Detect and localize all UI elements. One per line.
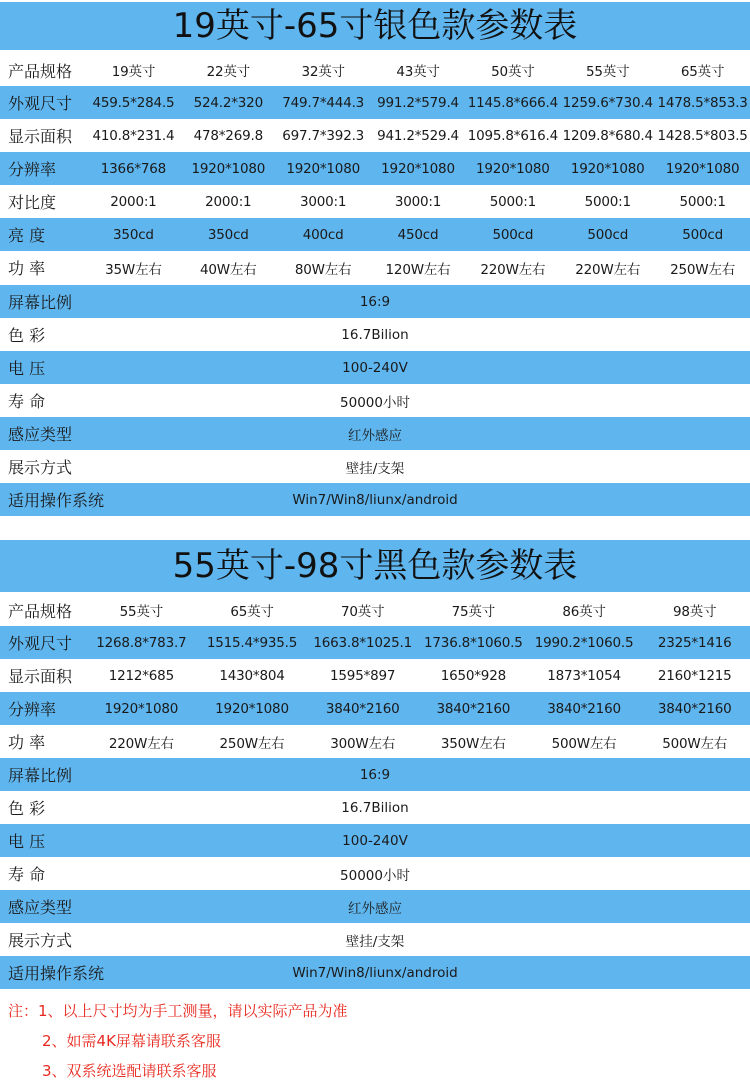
- spec-cell: 478*269.8: [193, 127, 263, 144]
- row-label: 适用操作系统: [8, 964, 105, 983]
- row-label: 显示面积: [8, 667, 73, 686]
- spec-cell: 1990.2*1060.5: [534, 634, 634, 651]
- spec-cell: 5000:1: [584, 193, 631, 210]
- common-value: 红外感应: [348, 900, 402, 917]
- spec-cell: 1515.4*935.5: [206, 634, 298, 651]
- spec-cell: 1920*1080: [665, 160, 740, 177]
- table1-common-row: [0, 384, 750, 417]
- row-label: 展示方式: [8, 458, 73, 477]
- row-label: 寿 命: [8, 392, 46, 411]
- spec-cell: 1650*928: [440, 667, 506, 684]
- spec-cell: 1920*1080: [215, 700, 289, 717]
- table2-common-row: [0, 824, 750, 857]
- spec-cell: 1366*768: [100, 160, 167, 177]
- table2-common-row: [0, 923, 750, 956]
- note-line: 2、如需4K屏幕请联系客服: [42, 1032, 221, 1050]
- table1-spec-row: [0, 251, 750, 284]
- spec-cell: 1736.8*1060.5: [424, 634, 523, 651]
- table2-size: 70英寸: [340, 604, 385, 620]
- spec-cell: 1595*897: [330, 667, 396, 684]
- table1-size: 19英寸: [111, 64, 156, 80]
- table2-size: 55英寸: [119, 604, 164, 620]
- row-label: 电 压: [8, 359, 46, 378]
- table1-common-row: [0, 318, 750, 351]
- table2-header-row: [0, 594, 750, 626]
- common-value: 50000小时: [340, 867, 410, 884]
- table1-header-label: 产品规格: [8, 61, 73, 81]
- spec-cell: 3840*2160: [657, 700, 732, 717]
- spec-cell: 1920*1080: [476, 160, 550, 177]
- row-label: 适用操作系统: [8, 491, 105, 510]
- row-label: 显示面积: [8, 127, 73, 146]
- table1-spec-row: [0, 119, 750, 152]
- spec-cell: 1920*1080: [381, 160, 455, 177]
- spec-cell: 40W左右: [200, 261, 257, 278]
- spec-cell: 1428.5*803.5: [657, 127, 748, 144]
- spec-cell: 1873*1054: [547, 667, 621, 684]
- common-value: 16:9: [359, 766, 391, 783]
- spec-cell: 1259.6*730.4: [562, 94, 653, 111]
- row-label: 感应类型: [8, 898, 73, 917]
- common-value: 16:9: [359, 293, 391, 310]
- row-label: 功 率: [8, 259, 46, 278]
- spec-cell: 1478.5*853.3: [657, 94, 748, 111]
- spec-cell: 500cd: [587, 226, 629, 243]
- table2-size: 86英寸: [562, 604, 606, 620]
- table2-size: 98英寸: [673, 604, 717, 620]
- row-label: 分辨率: [8, 700, 57, 719]
- table2-common-row: [0, 791, 750, 824]
- common-value: Win7/Win8/liunx/android: [292, 964, 458, 981]
- spec-cell: 410.8*231.4: [92, 127, 175, 144]
- spec-cell: 3840*2160: [325, 700, 400, 717]
- spec-cell: 500W左右: [551, 735, 617, 752]
- row-label: 屏幕比例: [8, 766, 73, 785]
- common-value: 100-240V: [342, 832, 408, 849]
- row-label: 功 率: [8, 733, 46, 752]
- common-value: 壁挂/支架: [345, 460, 405, 477]
- spec-cell: 1095.8*616.4: [467, 127, 558, 144]
- spec-cell: 1663.8*1025.1: [313, 634, 412, 651]
- table2-common-row: [0, 857, 750, 890]
- spec-cell: 459.5*284.5: [92, 94, 175, 111]
- spec-cell: 1209.8*680.4: [562, 127, 653, 144]
- spec-cell: 1212*685: [108, 667, 174, 684]
- table1-size: 50英寸: [491, 64, 535, 80]
- spec-cell: 35W左右: [105, 261, 162, 278]
- common-value: 50000小时: [340, 394, 410, 411]
- spec-cell: 80W左右: [294, 261, 352, 278]
- row-label: 分辨率: [8, 160, 57, 179]
- common-value: 红外感应: [348, 427, 402, 444]
- spec-cell: 120W左右: [385, 261, 451, 278]
- spec-cell: 991.2*579.4: [377, 94, 459, 111]
- spec-cell: 300W左右: [330, 735, 396, 752]
- common-value: 壁挂/支架: [345, 933, 405, 950]
- row-label: 寿 命: [8, 865, 46, 884]
- spec-cell: 220W左右: [480, 261, 546, 278]
- table2-common-row: [0, 956, 750, 989]
- spec-cell: 1920*1080: [191, 160, 266, 177]
- table1-common-row: [0, 417, 750, 450]
- table1-spec-row: [0, 218, 750, 251]
- spec-cell: 400cd: [302, 226, 344, 243]
- table2-spec-row: [0, 626, 750, 659]
- spec-cell: 220W左右: [108, 735, 174, 752]
- spec-cell: 500W左右: [662, 735, 728, 752]
- spec-cell: 2000:1: [110, 193, 157, 210]
- row-label: 对比度: [8, 193, 57, 212]
- spec-cell: 350W左右: [440, 735, 506, 752]
- spec-cell: 450cd: [397, 226, 439, 243]
- note-line: 注：1、以上尺寸均为手工测量，请以实际产品为准: [8, 1002, 348, 1020]
- table1-size: 43英寸: [396, 64, 440, 80]
- table2-size: 65英寸: [230, 604, 274, 620]
- table1-common-row: [0, 483, 750, 516]
- row-label: 展示方式: [8, 931, 73, 950]
- spec-cell: 3840*2160: [547, 700, 621, 717]
- row-label: 外观尺寸: [8, 94, 73, 113]
- spec-cell: 5000:1: [679, 193, 726, 210]
- row-label: 电 压: [8, 832, 46, 851]
- spec-cell: 1430*804: [219, 667, 285, 684]
- row-label: 亮 度: [8, 226, 46, 245]
- table2-common-row: [0, 758, 750, 791]
- spec-cell: 1268.8*783.7: [96, 634, 187, 651]
- spec-cell: 697.7*392.3: [282, 127, 365, 144]
- table2-title: 55英寸-98寸黑色款参数表: [0, 540, 750, 592]
- spec-cell: 2160*1215: [657, 667, 732, 684]
- spec-cell: 2000:1: [205, 193, 252, 210]
- spec-cell: 220W左右: [575, 261, 641, 278]
- row-label: 屏幕比例: [8, 293, 73, 312]
- table1-title: 19英寸-65寸银色款参数表: [0, 2, 750, 50]
- table1-spec-row: [0, 152, 750, 185]
- row-label: 感应类型: [8, 425, 73, 444]
- note-line: 3、双系统选配请联系客服: [42, 1062, 217, 1080]
- spec-cell: 2325*1416: [657, 634, 732, 651]
- spec-cell: 5000:1: [489, 193, 537, 210]
- spec-cell: 500cd: [492, 226, 534, 243]
- common-value: 100-240V: [342, 359, 408, 376]
- row-label: 色 彩: [8, 326, 46, 345]
- spec-cell: 1920*1080: [104, 700, 179, 717]
- spec-cell: 524.2*320: [193, 94, 263, 111]
- spec-cell: 1145.8*666.4: [467, 94, 558, 111]
- table1-header-row: [0, 54, 750, 86]
- spec-cell: 350cd: [113, 226, 154, 243]
- notes: [8, 996, 348, 1086]
- table2-spec-row: [0, 659, 750, 692]
- common-value: 16.7Bilion: [341, 326, 409, 343]
- spec-cell: 250W左右: [219, 735, 285, 752]
- table1-spec-row: [0, 185, 750, 218]
- spec-cell: 3840*2160: [436, 700, 511, 717]
- spec-cell: 3000:1: [394, 193, 442, 210]
- table2-spec-row: [0, 692, 750, 725]
- spec-cell: 500cd: [682, 226, 723, 243]
- table1-common-row: [0, 285, 750, 318]
- table2-header-label: 产品规格: [8, 601, 73, 621]
- common-value: Win7/Win8/liunx/android: [292, 491, 458, 508]
- spec-cell: 1920*1080: [286, 160, 360, 177]
- spec-cell: 350cd: [207, 226, 249, 243]
- row-label: 外观尺寸: [8, 634, 73, 653]
- table1-size: 55英寸: [586, 64, 630, 80]
- common-value: 16.7Bilion: [341, 799, 409, 816]
- table2-spec-row: [0, 725, 750, 758]
- spec-cell: 1920*1080: [570, 160, 645, 177]
- spec-cell: 749.7*444.3: [282, 94, 365, 111]
- spec-cell: 3000:1: [300, 193, 347, 210]
- table1-size: 65英寸: [680, 64, 725, 80]
- table1-spec-row: [0, 86, 750, 119]
- table2-common-row: [0, 890, 750, 923]
- spec-cell: 941.2*529.4: [377, 127, 459, 144]
- table2-size: 75英寸: [451, 604, 496, 620]
- table1-common-row: [0, 450, 750, 483]
- table1-size: 22英寸: [206, 64, 250, 80]
- table1-common-row: [0, 351, 750, 384]
- spec-cell: 250W左右: [670, 261, 736, 278]
- row-label: 色 彩: [8, 799, 46, 818]
- table1-size: 32英寸: [301, 64, 345, 80]
